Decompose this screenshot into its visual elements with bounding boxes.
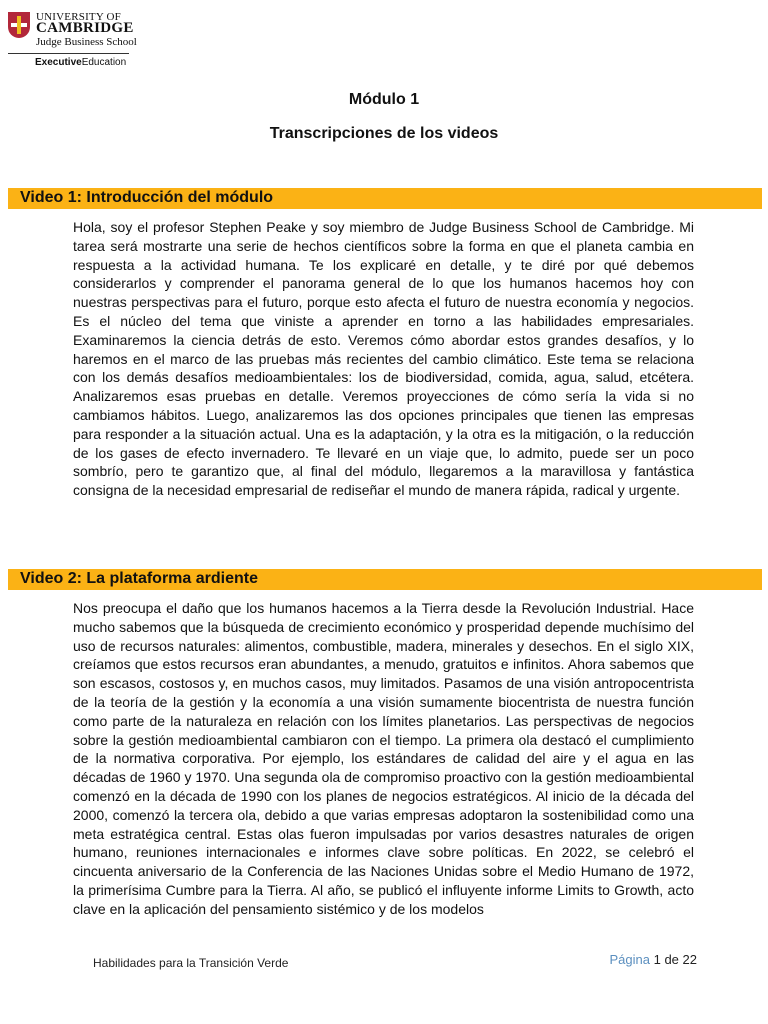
logo-line-3: Judge Business School (36, 36, 137, 48)
logo-line-1: UNIVERSITY OF (36, 11, 121, 23)
page-total: de 22 (664, 952, 697, 967)
exec-bold: Executive (35, 57, 82, 68)
footer-course-name: Habilidades para la Transición Verde (93, 956, 289, 970)
section-paragraph-1: Hola, soy el profesor Stephen Peake y soy miembro de Judge Business School de Cambridge. Mi tarea será mostrarte una serie de hechos científicos sobre la forma en que el planeta cambia en respuesta a la actividad humana. Te los explicaré en detalle, y te diré por qué debemos considerarlos y comprender el panorama general de lo que los humanos hacemos hoy con nuestras perspectivas para el futuro, porque esto afecta el futuro de nuestra economía y negocios. Es el núcleo del tema que viniste a aprender en torno a las habilidades empresariales. Examinaremos la ciencia detrás de esto. Veremos cómo abordar estos grandes desafíos, y lo haremos en el marco de las pruebas más recientes del cambio climático. Este tema se relaciona con los demás desafíos medioambientales: los de biodiversidad, comida, agua, salud, etcétera. Analizaremos esas pruebas en detalle. Veremos proyecciones de cómo sería la vida si no cambiamos hábitos. Luego, analizaremos las dos opciones principales que tienen las empresas para responder a la situación actual. Una es la adaptación, y la otra es la mitigación, o la reducción de los gases de efecto invernadero. Te llevaré en un viaje que, lo admito, puede ser un poco sombrío, pero te garantizo que, al final del módulo, llegaremos a la maravillosa y fantástica consigna de la necesidad empresarial de rediseñar el mundo de manera rápida, radical y urgente. (73, 219, 694, 499)
section-heading-bar-1 (8, 188, 762, 209)
section-heading-1: Video 1: Introducción del módulo (20, 189, 274, 206)
section-paragraph-2: Nos preocupa el daño que los humanos hacemos a la Tierra desde la Revolución Industrial. Hace mucho sabemos que la búsqueda de crecimiento económico y prosperidad depende muchísimo del uso de recursos naturales: alimentos, combustible, madera, minerales y desechos. En el siglo XIX, creíamos que estos recursos eran abundantes, a menudo, gratuitos e infinitos. Ahora sabemos que son escasos, costosos y, en muchos casos, muy limitados. Pasamos de una visión antropocentrista de la teoría de la gestión y la economía a una visión sumamente biocentrista de nuestra función como parte de la naturaleza en relación con los límites planetarios. Las perspectivas de negocios sobre la gestión medioambiental cambiaron con el tiempo. La primera ola destacó el cumplimiento de la normativa corporativa. Por ejemplo, los estándares de calidad del aire y el agua en las décadas de 1960 y 1970. Una segunda ola de compromiso proactivo con la gestión medioambiental comenzó en la década de 1990 con los planes de negocios estratégicos. Al inicio de la década del 2000, comenzó la tercera ola, debido a que varias empresas adoptaron la sostenibilidad como una meta estratégica central. Estas olas fueron impulsadas por varios desastres naturales de origen humano, reuniones internacionales e informes clave sobre políticas. En 2022, se celebró el cincuenta aniversario de la Conferencia de las Naciones Unidas sobre el Medio Humano de 1972, la primerísima Cumbre para la Tierra. Al año, se publicó el influyente informe Limits to Growth, acto clave en la aplicación del pensamiento sistémico y de los modelos (73, 600, 694, 917)
module-title: Módulo 1 (348, 91, 420, 108)
page-number: 1 (653, 952, 661, 967)
page-label: Página (609, 952, 650, 967)
page-indicator (609, 952, 697, 967)
section-heading-2: Video 2: La plataforma ardiente (20, 570, 258, 587)
document-subtitle: Transcripciones de los videos (269, 125, 499, 142)
logo-divider (8, 53, 129, 54)
section-heading-bar-2 (8, 569, 762, 590)
crest-icon (8, 12, 30, 38)
executive-education-label (35, 57, 126, 68)
exec-regular: Education (81, 57, 127, 68)
logo-line-2: CAMBRIDGE (36, 20, 134, 36)
